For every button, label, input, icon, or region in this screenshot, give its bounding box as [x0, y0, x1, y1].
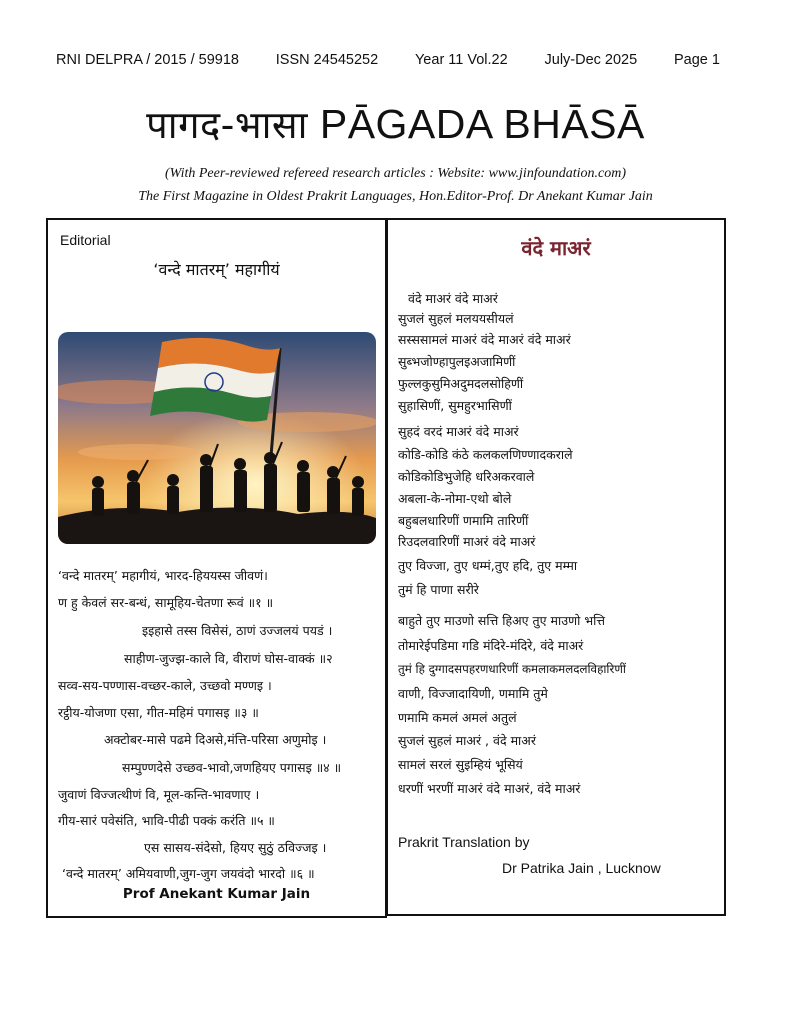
translation-line: धरणीं भरणीं माअरं वंदे माअरं, वंदे माअरं: [398, 781, 581, 796]
masthead: [0, 98, 791, 150]
translation-line: वंदे माअरं वंदे माअरं: [408, 291, 498, 306]
translation-line: तुमं हि पाणा सरीरे: [398, 582, 479, 597]
poem-line: सम्पुण्णदेसे उच्छव-भावो,जणहियए पगासइ ॥४ ॥: [122, 760, 342, 775]
poem-line: इइहासे तस्स विसेसं, ठाणं उज्जलयं पयडं ।: [142, 623, 333, 638]
poem-line: ण हु केवलं सर-बन्धं, सामूहिय-चेतणा रूवं ॥१ ॥: [58, 595, 274, 610]
issue-period: July-Dec 2025: [544, 52, 638, 68]
translation-line: सामलं सरलं सुइम्हियं भूसियं: [398, 757, 523, 772]
poem-line: ‘वन्दे मातरम्’ महागीयं, भारद-हिययस्स जीवणं।: [58, 568, 268, 583]
poem-line: गीय-सारं पवेसंति, भावि-पीढी पक्कं करंति ॥५ ॥: [58, 813, 275, 828]
masthead-latin: PĀGADA BHĀSĀ: [319, 101, 645, 147]
editorial-label: Editorial: [60, 232, 111, 248]
translation-line: अबला-के-नोमा-एथो बोले: [398, 491, 512, 506]
translation-credit-label: Prakrit Translation by: [398, 834, 530, 850]
translation-line: कोडि-कोडि कंठे कलकलणिण्णादकराले: [398, 447, 573, 462]
issn-number: ISSN 24545252: [275, 52, 379, 68]
poem-line: रट्ठीय-योजणा एसा, गीत-महिमं पगासइ ॥३ ॥: [58, 705, 259, 720]
translation-line: सुब्भजोण्हापुलइअजामिणीं: [398, 354, 516, 369]
translation-line: वाणी, विज्जादायिणी, णमामि तुमे: [398, 686, 548, 701]
poem-line: सव्व-सय-पण्णास-वच्छर-काले, उच्छवो मण्णइ ।: [58, 678, 272, 693]
poem-line: जुवाणं विज्जत्थीणं वि, मूल-कन्ति-भावणाए ।: [58, 787, 260, 802]
translation-line: रिउदलवारिणीं माअरं वंदे माअरं: [398, 534, 536, 549]
tagline-peer-review: (With Peer-reviewed refereed research articles : Website: www.jinfoundation.com): [165, 166, 626, 181]
translation-line: सुजलं सुहलं मलययसीयलं: [398, 311, 514, 326]
translation-line: तुए विज्जा, तुए धम्मं,तुए हदि, तुए मम्मा: [398, 558, 578, 573]
translation-line: णमामि कमलं अमलं अतुलं: [398, 710, 517, 725]
translation-title: वंदे माअरं: [521, 236, 591, 260]
header-line: [56, 52, 720, 68]
poem-line: अक्टोबर-मासे पढमे दिअसे,मंत्ति-परिसा अणुमोइ ।: [104, 732, 327, 747]
translation-line: सुहदं वरदं माअरं वंदे माअरं: [398, 424, 519, 439]
poem-line: ‘वन्दे मातरम्’ अमियवाणी,जुग-जुग जयवंदो भारदो ॥६ ॥: [62, 866, 315, 881]
flag-soldiers-photo: [58, 332, 376, 544]
translation-line: कोडिकोडिभुजेहि धरिअकरवाले: [398, 469, 535, 484]
translation-line: तोमारेईपडिमा गडि मंदिरे-मंदिरे, वंदे माअरं: [398, 638, 584, 653]
translation-line: बाहुते तुए माउणो सत्ति हिअए तुए माउणो भत्ति: [398, 613, 606, 628]
translation-line: सुहासिणीं, सुमहुरभासिणीं: [398, 398, 512, 413]
masthead-devanagari: पागद-भासा: [146, 103, 308, 147]
tagline-magazine: The First Magazine in Oldest Prakrit Languages, Hon.Editor-Prof. Dr Anekant Kumar Jain: [138, 189, 653, 204]
page-number: Page 1: [673, 52, 720, 68]
year-volume: Year 11 Vol.22: [414, 52, 508, 68]
author-name: Prof Anekant Kumar Jain: [122, 886, 311, 902]
rni-number: RNI DELPRA / 2015 / 59918: [56, 52, 239, 68]
editorial-box: [46, 218, 387, 918]
translation-line: फुल्लकुसुमिअदुमदलसोहिणीं: [398, 376, 524, 391]
editorial-title: ‘वन्दे मातरम्’ महागीयं: [153, 260, 280, 279]
poem-line: एस सासय-संदेसो, हियए सुठुं ठविज्जइ ।: [144, 840, 327, 855]
indian-flag-soldiers-silhouette-icon: [58, 332, 376, 544]
poem-line: साहीण-जुज्झ-काले वि, वीराणं घोस-वाक्कं ॥२: [124, 651, 333, 666]
translator-name: Dr Patrika Jain , Lucknow: [502, 860, 661, 876]
translation-line: सस्ससामलं माअरं वंदे माअरं वंदे माअरं: [398, 332, 571, 347]
translation-box: [386, 218, 726, 916]
translation-line: तुमं हि दुग्गादसपहरणधारिणीं कमलाकमलदलविहारिणीं: [398, 662, 626, 676]
translation-line: सुजलं सुहलं माअरं , वंदे माअरं: [398, 733, 536, 748]
translation-line: बहुबलधारिणीं णमामि तारिणीं: [398, 513, 529, 528]
